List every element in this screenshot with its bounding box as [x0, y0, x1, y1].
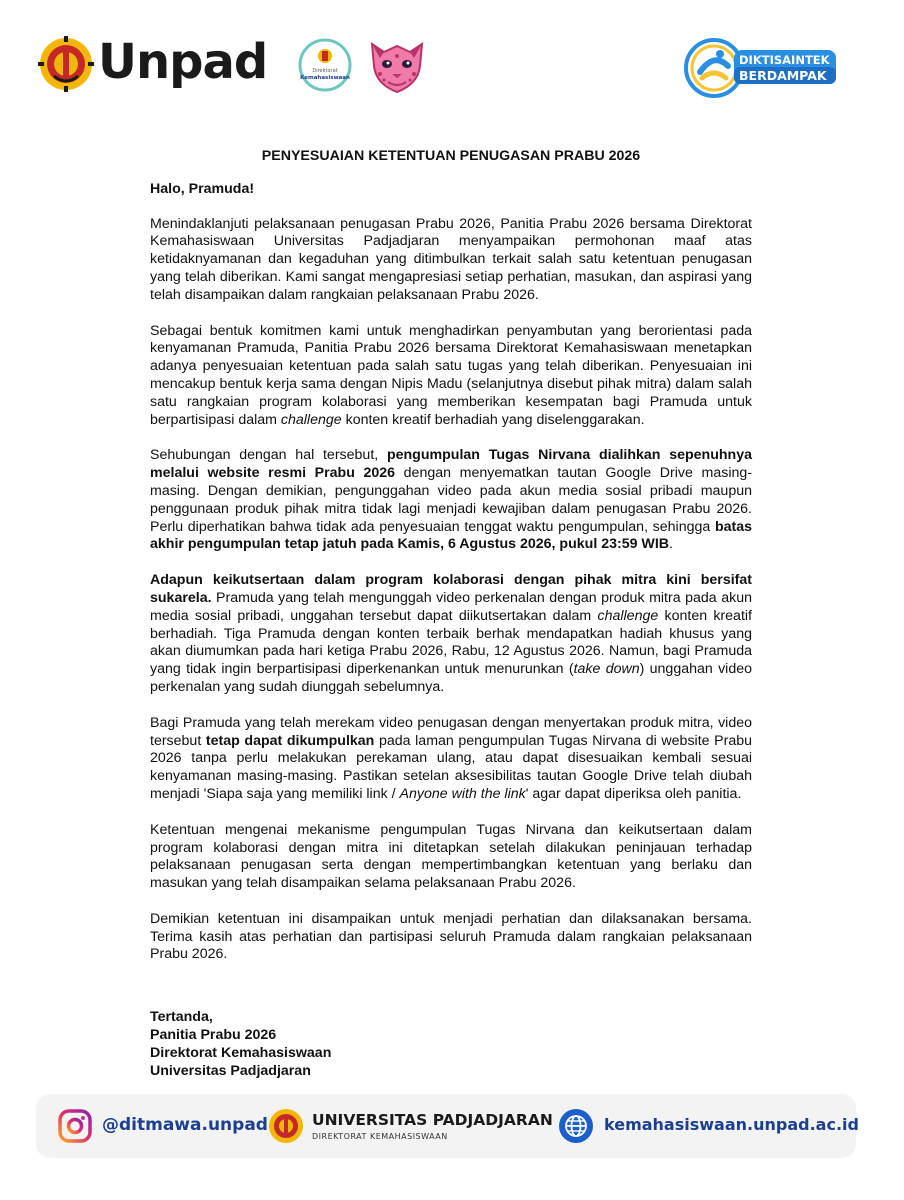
- letterhead: [0, 0, 904, 125]
- website-link[interactable]: kemahasiswaan.unpad.ac.id: [604, 1115, 859, 1134]
- badge-line2: Kemahasiswaan: [300, 75, 350, 81]
- diktisaintek-text: DIKTISAINTEK: [739, 53, 830, 67]
- berdampak-text: BERDAMPAK: [739, 68, 827, 83]
- paragraph-1: Menindaklanjuti pelaksanaan penugasan Prabu 2026, Panitia Prabu 2026 bersama Direktorat Kemahasiswaan Universitas Padjadjaran menyampaikan permohonan maaf atas ketidaknyamanan dan kegaduhan yang ditimbulkan terkait salah satu ketentuan penugasan yang telah diberikan. Kami sangat mengapresiasi setiap perhatian, masukan, dan aspirasi yang telah disampaikan dalam rangkaian pelaksanaan Prabu 2026.: [150, 215, 752, 303]
- globe-icon: [558, 1108, 594, 1144]
- signature-line-4: Universitas Padjadjaran: [150, 1063, 311, 1080]
- letter-body: [150, 148, 752, 1080]
- paragraph-7: Demikian ketentuan ini disampaikan untuk menjadi perhatian dan dilaksanakan bersama. Terima kasih atas perhatian dan partisipasi seluruh Pramuda dalam rangkaian pelaksanaan Prabu 2026.: [150, 910, 752, 963]
- ditmawa-badge-icon: [298, 38, 352, 92]
- unpad-emblem-icon: [38, 36, 94, 92]
- signature-block: [150, 1008, 752, 1080]
- signature-line-1: Tertanda,: [150, 1009, 213, 1026]
- paragraph-3: Sehubungan dengan hal tersebut, pengumpulan Tugas Nirvana dialihkan sepenuhnya melalui website resmi Prabu 2026 dengan menyematkan tautan Google Drive masing-masing. Dengan demikian, pengunggahan video pada akun media sosial pribadi maupun penggunaan produk pihak mitra tidak lagi menjadi kewajiban dalam penugasan Prabu 2026. Perlu diperhatikan bahwa tidak ada penyesuaian tenggat waktu pengumpulan, sehingga batas akhir pengumpulan tetap jatuh pada Kamis, 6 Agustus 2026, pukul 23:59 WIB.: [150, 447, 752, 553]
- diktisaintek-logo: [684, 38, 840, 98]
- paragraph-4: Adapun keikutsertaan dalam program kolaborasi dengan pihak mitra kini bersifat sukarela. Pramuda yang telah mengunggah video perkenalan dengan produk mitra pada akun media sosial pribadi, unggahan tersebut dapat diikutsertakan dalam challenge konten kreatif berhadiah. Tiga Pramuda dengan konten terbaik berhak mendapatkan hadiah khusus yang akan diumumkan pada hari ketiga Prabu 2026, Rabu, 12 Agustus 2026. Namun, bagi Pramuda yang tidak ingin berpartisipasi diperkenankan untuk menurunkan (take down) unggahan video perkenalan yang sudah diunggah sebelumnya.: [150, 572, 752, 695]
- footer-bar: [36, 1094, 859, 1158]
- pink-mascot-icon: [366, 36, 428, 94]
- paragraph-2: Sebagai bentuk komitmen kami untuk menghadirkan penyambutan yang berorientasi pada kenyamanan Pramuda, Panitia Prabu 2026 bersama Direktorat Kemahasiswaan menetapkan adanya penyesuaian ketentuan pada salah satu tugas yang telah diberikan. Penyesuaian ini mencakup bentuk kerja sama dengan Nipis Madu (selanjutnya disebut pihak mitra) dalam salah satu rangkaian program kolaborasi yang memberikan kesempatan bagi Pramuda untuk berpartisipasi dalam challenge konten kreatif berhadiah yang diselenggarakan.: [150, 322, 752, 428]
- university-name: UNIVERSITAS PADJADJARAN: [312, 1111, 553, 1129]
- badge-line1: Direktorat: [312, 68, 338, 74]
- signature-line-2: Panitia Prabu 2026: [150, 1027, 277, 1044]
- unpad-footer-emblem-icon: [268, 1108, 304, 1144]
- unpad-wordmark: Unpad: [98, 34, 268, 90]
- instagram-icon: [57, 1108, 93, 1144]
- greeting: Halo, Pramuda!: [150, 180, 255, 197]
- document-title: PENYESUAIAN KETENTUAN PENUGASAN PRABU 2026: [261, 148, 641, 164]
- paragraph-6: Ketentuan mengenai mekanisme pengumpulan Tugas Nirvana dan keikutsertaan dalam program kolaborasi dengan mitra ini ditetapkan setelah dilakukan peninjauan terhadap pelaksanaan penugasan serta dengan mempertimbangkan ketentuan yang berlaku dan masukan yang telah disampaikan selama pelaksanaan Prabu 2026.: [150, 821, 752, 892]
- signature-line-3: Direktorat Kemahasiswaan: [150, 1045, 332, 1062]
- directorate-name: DIREKTORAT KEMAHASISWAAN: [312, 1132, 448, 1141]
- paragraph-5: Bagi Pramuda yang telah merekam video penugasan dengan menyertakan produk mitra, video tersebut tetap dapat dikumpulkan pada laman pengumpulan Tugas Nirvana di website Prabu 2026 tanpa perlu melakukan perekaman ulang, atau dapat disesuaikan kembali sesuai kenyamanan masing-masing. Pastikan setelan aksesibilitas tautan Google Drive telah diubah menjadi 'Siapa saja yang memiliki link / Anyone with the link' agar dapat diperiksa oleh panitia.: [150, 714, 752, 802]
- instagram-handle[interactable]: @ditmawa.unpad: [102, 1115, 268, 1135]
